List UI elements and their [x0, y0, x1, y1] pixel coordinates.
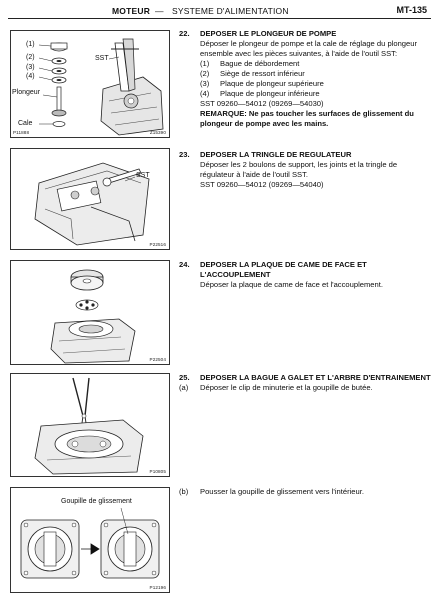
figure-sliding-pin	[10, 487, 170, 593]
face-cam-drawing	[11, 261, 169, 364]
sst-reference: SST 09260—54012 (09269—54040)	[200, 180, 324, 189]
step-body: Déposer le plongeur de pompe et la cale de réglage du plongeur ensemble avec les pièces suivantes, à l'aide de l'outil SST:	[200, 39, 417, 58]
list-marker: (3)	[200, 79, 210, 88]
label-sliding-pin: Goupille de glissement	[61, 498, 132, 505]
list-item	[200, 69, 431, 79]
substep-text: Déposer le clip de minuterie et la goupille de butée.	[200, 383, 373, 392]
page-header	[0, 0, 439, 20]
figure-roller-ring	[10, 373, 170, 477]
step-22	[179, 29, 431, 129]
step-number: 24.	[179, 260, 190, 269]
subsection-title: SYSTEME D'ALIMENTATION	[172, 6, 289, 16]
plunger-exploded-drawing	[11, 31, 169, 137]
label-shim: Cale	[18, 120, 33, 127]
header-rule	[8, 18, 431, 19]
step-body: Déposer la plaque de came de face et l'accouplement.	[200, 280, 383, 289]
label-part-1: (1)	[26, 41, 35, 48]
remark-note: REMARQUE: Ne pas toucher les surfaces de glissement du plongeur de pompe avec les mains.	[200, 109, 414, 128]
list-text: Siège de ressort inférieur	[220, 69, 305, 78]
substep-a	[179, 383, 431, 393]
label-plunger: Plongeur	[12, 89, 41, 96]
step-number: 25.	[179, 373, 190, 382]
label-sst: SST	[95, 55, 109, 62]
label-sst: SST	[136, 172, 150, 179]
list-text: Plaque de plongeur inférieure	[220, 89, 320, 98]
label-part-2: (2)	[26, 54, 35, 61]
step-title: DEPOSER LE PLONGEUR DE POMPE	[200, 29, 337, 38]
substep-marker: (a)	[179, 383, 189, 392]
step-body: Déposer les 2 boulons de support, les joints et la tringle de régulateur à l'aide de l'outil SST.	[200, 160, 398, 179]
step-24	[179, 260, 431, 290]
figure-code-left: P11888	[13, 130, 30, 135]
list-marker: (2)	[200, 69, 210, 78]
list-item	[200, 89, 431, 99]
step-25	[179, 373, 431, 393]
substep-text: Pousser la goupille de glissement vers l'intérieur.	[200, 487, 364, 496]
step-25-b	[179, 487, 431, 497]
list-item	[200, 59, 431, 69]
step-23	[179, 150, 431, 190]
step-number: 22.	[179, 29, 190, 38]
section-title: MOTEUR	[112, 6, 151, 16]
figure-code-right: Z15390	[149, 130, 166, 135]
figure-code: P22504	[149, 357, 166, 362]
step-number: 23.	[179, 150, 190, 159]
figure-code: P10805	[149, 469, 166, 474]
figure-code: P12196	[149, 585, 166, 590]
roller-ring-drawing	[11, 374, 169, 476]
step-title: DEPOSER LA BAGUE A GALET ET L'ARBRE D'ENTRAINEMENT	[200, 373, 431, 382]
step-title: DEPOSER LA PLAQUE DE CAME DE FACE ET L'ACCOUPLEMENT	[200, 260, 367, 279]
header-dash: —	[155, 6, 164, 16]
substep-b	[179, 487, 431, 497]
substep-marker: (b)	[179, 487, 189, 496]
list-marker: (1)	[200, 59, 210, 68]
sst-reference: SST 09260—54012 (09269—54030)	[200, 99, 324, 108]
governor-linkage-drawing	[11, 149, 169, 249]
label-part-4: (4)	[26, 73, 35, 80]
list-marker: (4)	[200, 89, 210, 98]
list-text: Plaque de plongeur supérieure	[220, 79, 324, 88]
list-item	[200, 79, 431, 89]
figure-code: P22516	[149, 242, 166, 247]
list-text: Bague de débordement	[220, 59, 300, 68]
figure-plunger-removal	[10, 30, 170, 138]
page-number: MT-135	[396, 5, 427, 15]
step-title: DEPOSER LA TRINGLE DE REGULATEUR	[200, 150, 352, 159]
figure-governor-linkage	[10, 148, 170, 250]
figure-face-cam	[10, 260, 170, 365]
label-part-3: (3)	[26, 64, 35, 71]
